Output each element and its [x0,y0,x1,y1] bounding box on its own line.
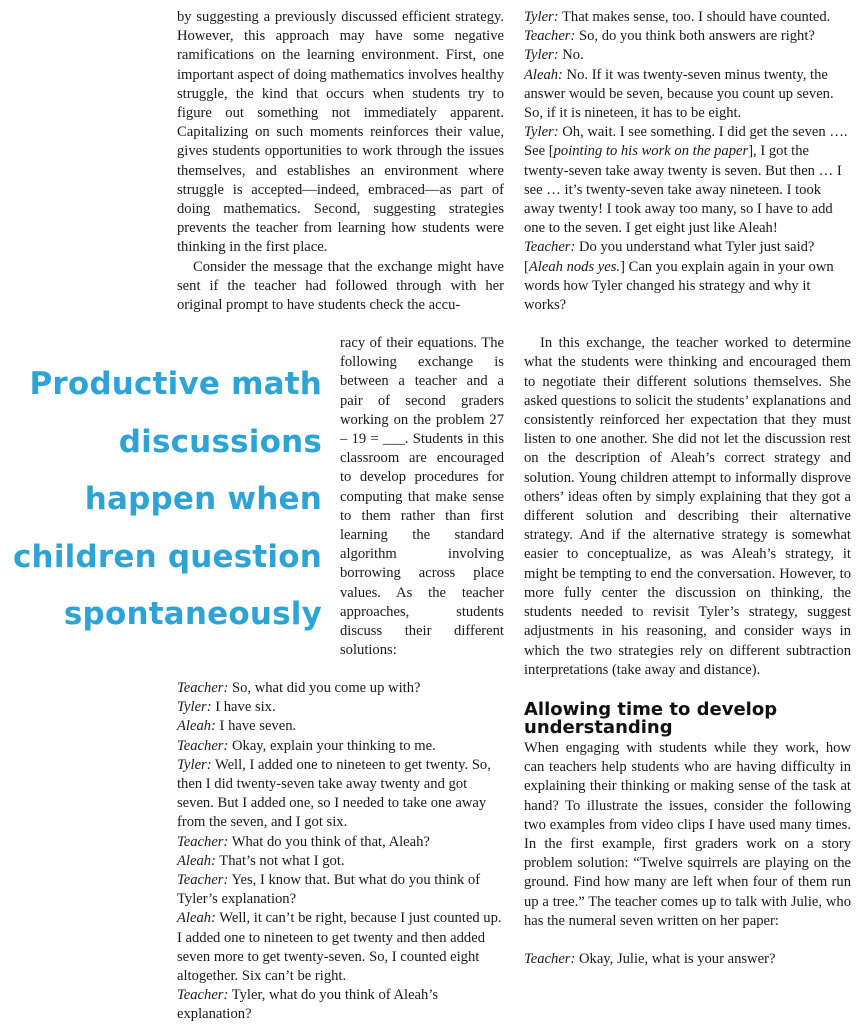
speaker-label: Tyler: [524,9,559,25]
dialogue-text: Do you understand what Tyler just said? [ [524,239,815,275]
dialogue-line [177,909,504,986]
dialogue-line [177,986,504,1024]
speaker-label: Teacher: [177,833,229,850]
speaker-label: Teacher: [177,987,229,1004]
dialogue-line [177,871,504,909]
dialogue-line [177,737,504,756]
dialogue-line [524,8,851,27]
body-paragraph: Consider the message that the exchange might have sent if the teacher had followed through with her original prompt to have students check the accu- [177,258,504,314]
dialogue-line [177,717,504,736]
dialogue-text: ], I got the twenty-seven take away twenty is seven. But then … I see … it’s twenty-seven take away nineteen. I took away twenty! I took away too many, so I have to add one to the seven. I get eight just like Aleah! [524,143,842,237]
dialogue-text: Well, I added one to nineteen to get twenty. So, then I did twenty-seven take away twenty and got seven. But I added one, so I needed to take one away from the seven, and I got six. [177,756,491,831]
dialogue-text: Tyler, what do you think of Aleah’s explanation? [177,987,439,1023]
dialogue-block [524,8,851,123]
pull-quote-line: children question [12,538,322,575]
speaker-label: Aleah: [177,910,216,927]
speaker-label: Tyler: [524,124,559,141]
dialogue-text: Well, it can’t be right, because I just counted up. I added one to nineteen to get twenty and then added seven more to get twenty-seven. So, I counted eight altogether. Six can’t be right. [177,910,502,985]
dialogue-text: So, what did you come up with? [228,680,421,696]
dialogue-text: No. [558,47,584,64]
pull-quote [0,356,322,644]
stage-direction: Aleah nods yes. [528,258,621,275]
body-paragraph: In this exchange, the teacher worked to determine what the students were thinking and encouraged them to negotiate their different solutions themselves. She asked questions to solicit the students’ explanations and consistently reinforced her expectation that they must listen to one another. She did not let the discussion rest on the description of Aleah’s correct strategy and solution. Young children attempt to informally disprove others’ ideas often by simply explaining that they got a different solution and describing their alternative strategy. And if the alternative strategy is somewhat easier to conceptualize, as was Aleah’s strategy, it might be tempting to end the conversation. However, to more fully center the discussion on thinking, the students needed to revisit Tyler’s strategy, suggest adjustments in his reasoning, and consider ways in which the two strategies rely on different subtraction interpretations (take away and distance). [524,335,851,678]
speaker-label: Aleah: [524,66,563,83]
dialogue-line [177,833,504,852]
dialogue-text: ] Can you explain again in your own words how Tyler changed his strategy and why it works? [524,258,834,314]
dialogue-line [524,46,851,65]
dialogue-text: Okay, explain your thinking to me. [228,737,436,754]
dialogue-text: What do you think of that, Aleah? [228,833,430,850]
speaker-label: Teacher: [524,28,576,45]
body-paragraph: When engaging with students while they work, how can teachers help students who are having difficulty in explaining their thinking or making sense of the task at hand? To illustrate the issues, consider the following two examples from video clips I have used many times. In the first example, first graders work on a story problem solution: “Twelve squirrels are playing on the ground. Find how many are left when four of them run up a tree.” The teacher comes up to talk with Julie, who has the numeral seven written on her paper: [524,739,851,929]
dialogue-line [177,698,504,717]
dialogue-text: Oh, wait. I see something. I did get the seven …. See [ [524,124,848,160]
dialogue-line [177,852,504,871]
dialogue-line [524,238,851,315]
speaker-label: Tyler: [177,699,212,716]
speaker-label: Teacher: [177,872,229,889]
dialogue-text: That’s not what I got. [215,852,345,869]
speaker-label: Teacher: [524,950,576,967]
pull-quote-line: spontaneously [63,596,322,632]
speaker-label: Aleah: [177,718,216,735]
dialogue-line [524,123,851,238]
pull-quote-line: Productive math [29,366,322,402]
body-paragraph: by suggesting a previously discussed efficient strategy. However, this approach may have some negative ramifications on the learning environment. First, one important aspect of doing mathematics involves healthy struggle, the kind that occurs when students try to figure out something not immediately apparent. Capitalizing on such moments reinforces their value, gives students opportunities to work through the issues themselves, and establishes an environment where struggle is accepted—indeed, embraced—as part of doing mathematics. Second, suggesting strategies prevents the teacher from learning how students were thinking in the first place. [177,9,504,256]
dialogue-text: I have six. [211,699,276,716]
dialogue-text: No. If it was twenty-seven minus twenty, the answer would be seven, because you count up seven. So, if it is nineteen, it has to be eight. [524,66,834,122]
dialogue-text: So, do you think both answers are right? [575,28,815,45]
pull-quote-line: happen when [84,481,322,517]
dialogue-line [524,27,851,46]
body-paragraph: racy of their equations. The following exchange is between a teacher and a pair of second graders working on the problem 27 – 19 = ___. Students in this classroom are encouraged to develop procedures for computing that make sense to them rather than first learning the standard algorithm involving borrowing across place values. As the teacher approaches, students discuss their different solutions: [340,335,504,659]
speaker-label: Teacher: [177,737,229,754]
left-column-narrow [340,334,504,660]
left-column-top [177,8,504,315]
dialogue-line [177,756,504,833]
speaker-label: Aleah: [177,852,216,869]
section-heading: Allowing time to develop understanding [524,698,778,738]
speaker-label: Tyler: [524,47,559,64]
dialogue-block [177,679,504,1025]
dialogue-line [524,950,851,969]
dialogue-text: Okay, Julie, what is your answer? [575,950,776,967]
speaker-label: Tyler: [177,756,212,773]
pull-quote-line: discussions [118,423,322,460]
dialogue-line [177,679,504,698]
dialogue-text: Yes, I know that. But what do you think of Tyler’s explanation? [177,872,481,908]
speaker-label: Teacher: [177,680,229,696]
right-column [524,8,851,969]
dialogue-line [524,66,851,124]
speaker-label: Teacher: [524,239,576,256]
dialogue-text: I have seven. [215,718,297,735]
dialogue-text: That makes sense, too. I should have counted. [558,9,831,25]
stage-direction: pointing to his work on the paper [553,143,749,160]
